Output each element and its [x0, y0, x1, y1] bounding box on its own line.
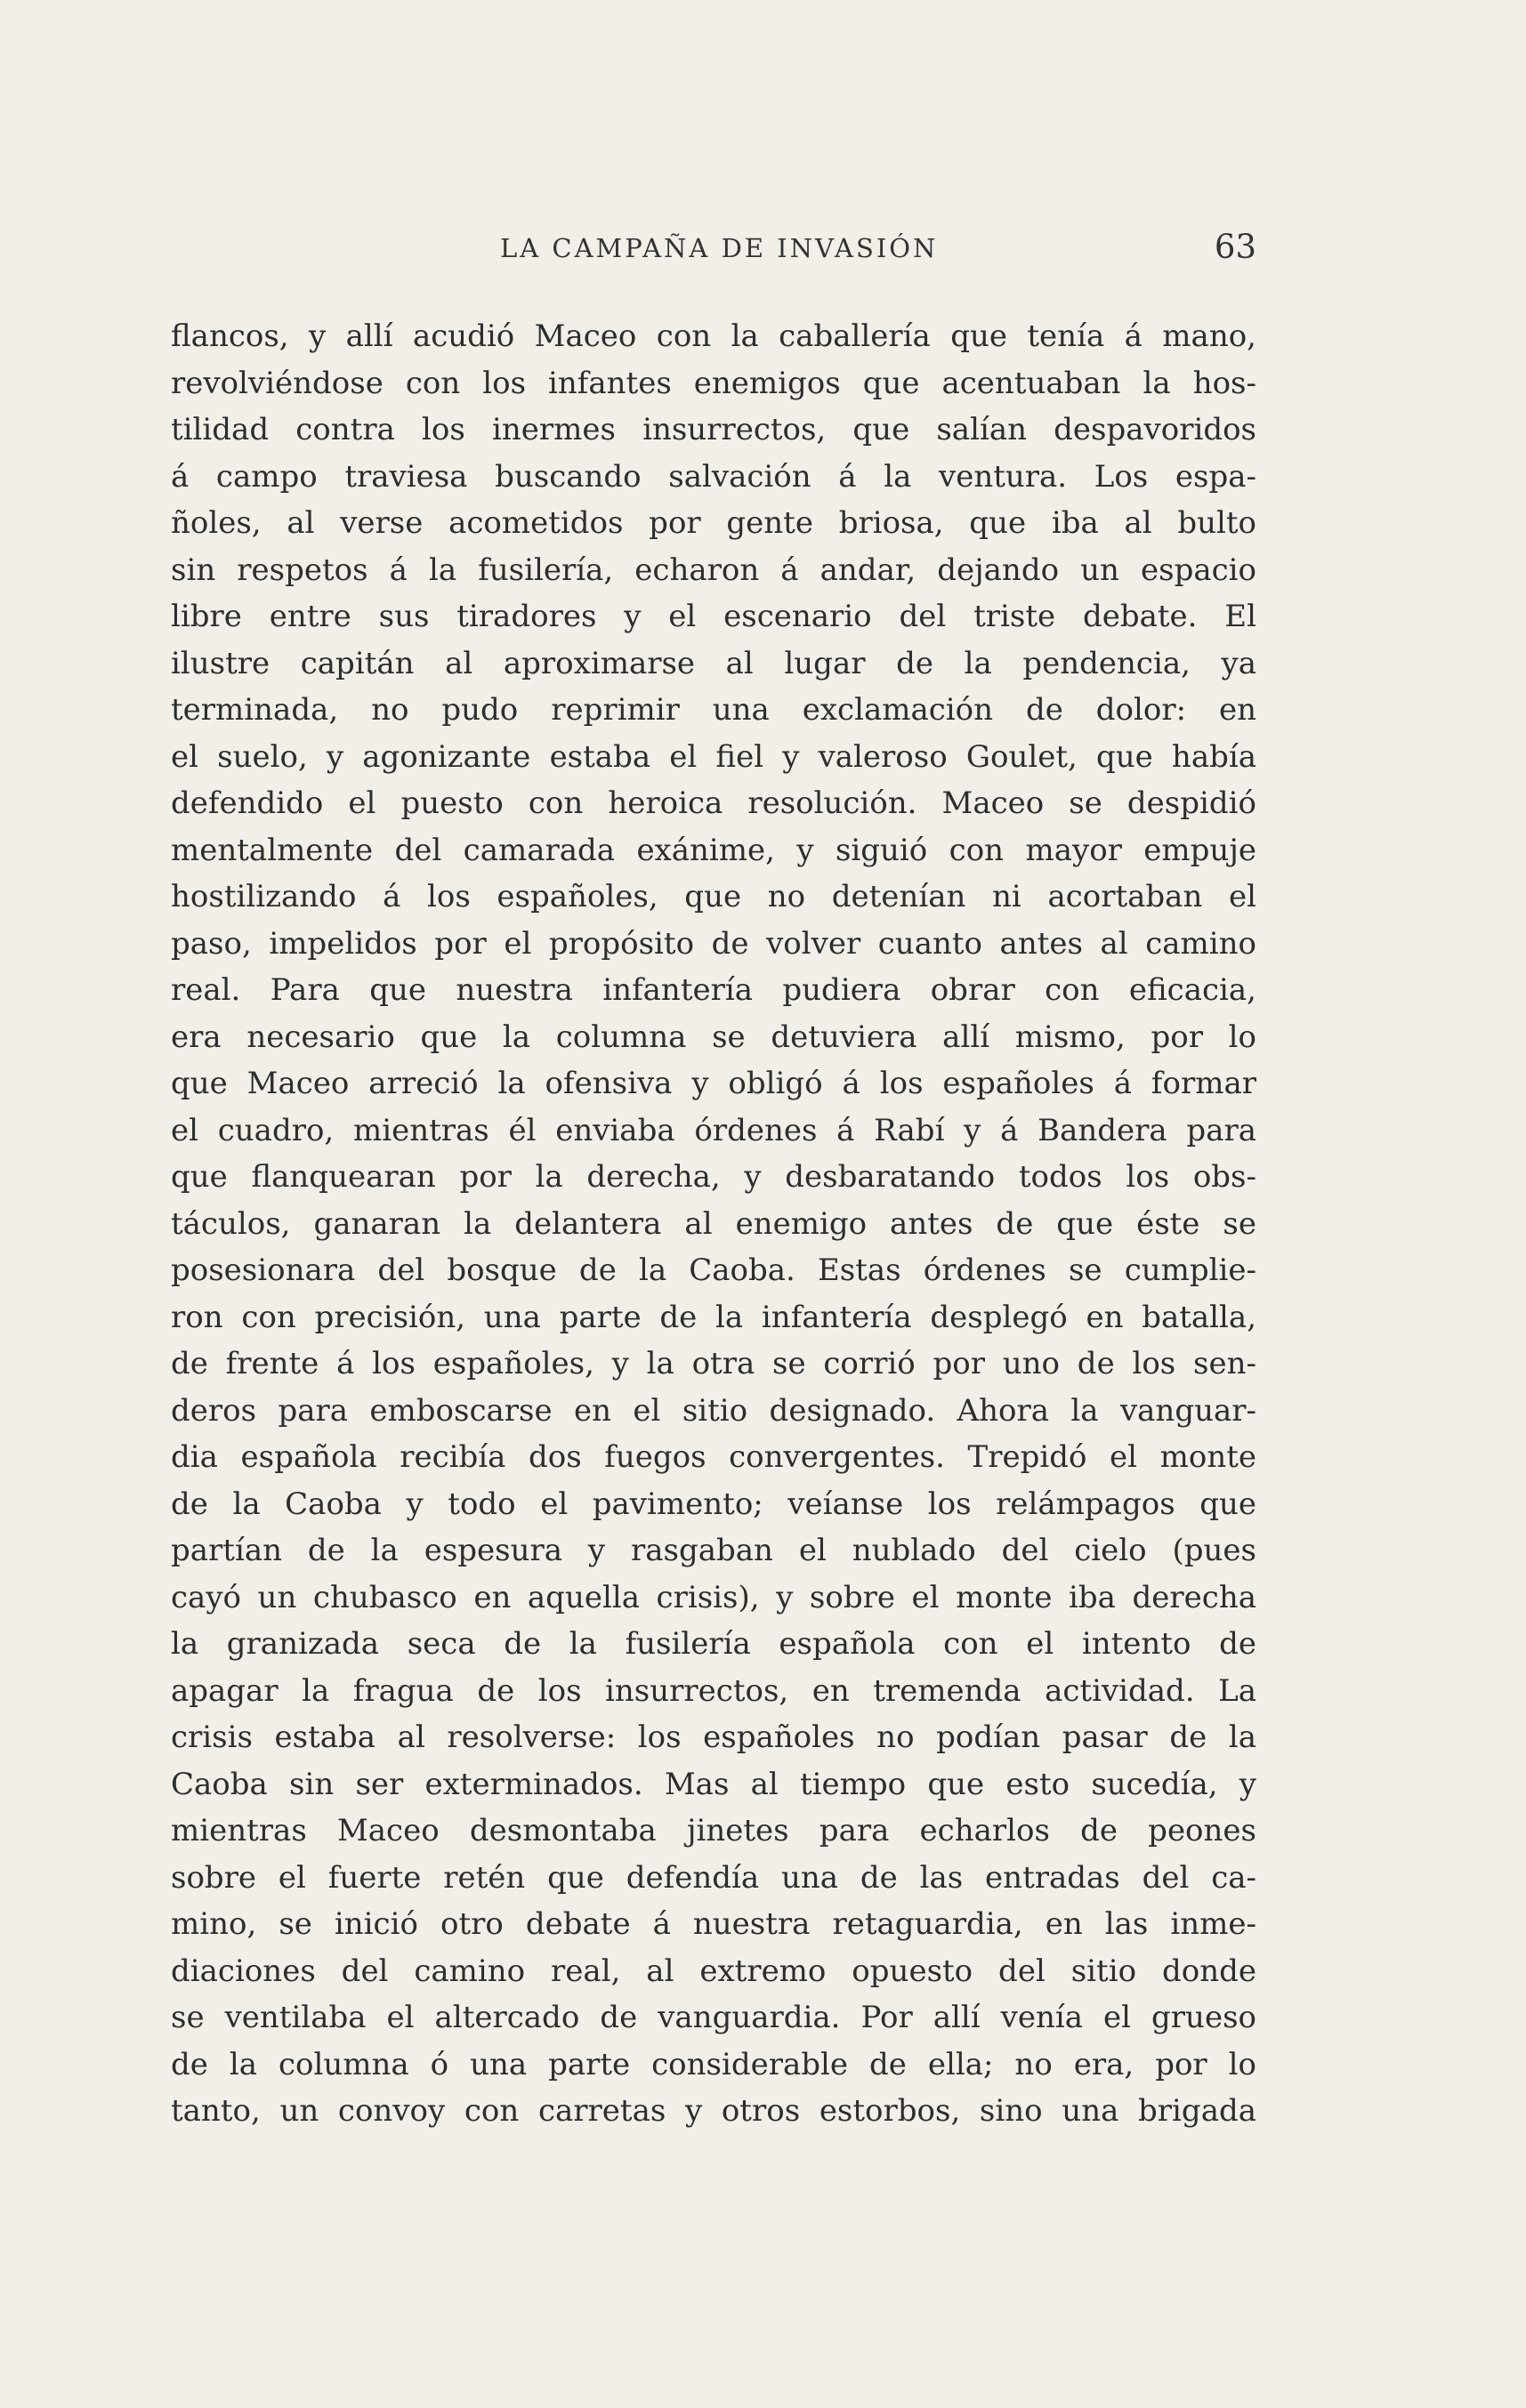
text-line: revolviéndose con los infantes enemigos que acentuaban la hos- — [171, 365, 1256, 401]
text-line: cayó un chubasco en aquella crisis), y sobre el monte iba derecha — [171, 1579, 1256, 1615]
text-line: el suelo, y agonizante estaba el fiel y valeroso Goulet, que había — [171, 738, 1256, 775]
text-line: tanto, un convoy con carretas y otros estorbos, sino una brigada — [171, 2093, 1256, 2129]
text-line: deros para emboscarse en el sitio designado. Ahora la vanguar- — [171, 1392, 1256, 1429]
page-header — [171, 228, 1256, 269]
text-line: mentalmente del camarada exánime, y siguió con mayor empuje — [171, 832, 1256, 868]
text-line: diaciones del camino real, al extremo opuesto del sitio donde — [171, 1953, 1256, 1989]
text-line: ron con precisión, una parte de la infantería desplegó en batalla, — [171, 1299, 1256, 1335]
running-title: LA CAMPAÑA DE INVASIÓN — [500, 233, 939, 263]
text-line: mientras Maceo desmontaba jinetes para echarlos de peones — [171, 1813, 1256, 1848]
text-line: terminada, no pudo reprimir una exclamación de dolor: en — [171, 692, 1256, 728]
text-line: era necesario que la columna se detuviera allí mismo, por lo — [171, 1019, 1256, 1055]
page-number: 63 — [1214, 228, 1256, 266]
text-line: que Maceo arreció la ofensiva y obligó á los españoles á formar — [171, 1066, 1256, 1101]
text-line: tilidad contra los inermes insurrectos, que salían despavoridos — [171, 412, 1256, 447]
text-line: paso, impelidos por el propósito de volver cuanto antes al camino — [171, 925, 1256, 962]
text-line: á campo traviesa buscando salvación á la ventura. Los espa- — [171, 458, 1256, 495]
text-line: sobre el fuerte retén que defendía una de las entradas del ca- — [171, 1859, 1256, 1896]
text-line: que flanquearan por la derecha, y desbaratando todos los obs- — [171, 1159, 1256, 1195]
text-line: se ventilaba el altercado de vanguardia. Por allí venía el grueso — [171, 2000, 1256, 2035]
text-line: táculos, ganaran la delantera al enemigo antes de que éste se — [171, 1205, 1256, 1242]
text-line: real. Para que nuestra infantería pudiera obrar con eficacia, — [171, 972, 1256, 1008]
text-line: crisis estaba al resolverse: los españoles no podían pasar de la — [171, 1719, 1256, 1755]
body-text — [171, 313, 1256, 2135]
text-line: flancos, y allí acudió Maceo con la caballería que tenía á mano, — [171, 318, 1256, 354]
text-line: partían de la espesura y rasgaban el nublado del cielo (pues — [171, 1533, 1256, 1568]
text-line: defendido el puesto con heroica resolución. Maceo se despidió — [171, 785, 1256, 821]
text-line: el cuadro, mientras él enviaba órdenes á Rabí y á Bandera para — [171, 1112, 1256, 1148]
text-line: de la columna ó una parte considerable de ella; no era, por lo — [171, 2046, 1256, 2082]
text-line: Caoba sin ser exterminados. Mas al tiempo que esto sucedía, y — [171, 1766, 1256, 1802]
text-line: de frente á los españoles, y la otra se corrió por uno de los sen- — [171, 1346, 1256, 1381]
text-line: mino, se inició otro debate á nuestra retaguardia, en las inme- — [171, 1906, 1256, 1942]
text-line: posesionara del bosque de la Caoba. Estas órdenes se cumplie- — [171, 1252, 1256, 1288]
text-line: libre entre sus tiradores y el escenario del triste debate. El — [171, 599, 1256, 634]
text-line: la granizada seca de la fusilería española con el intento de — [171, 1626, 1256, 1662]
text-line: dia española recibía dos fuegos convergentes. Trepidó el monte — [171, 1439, 1256, 1475]
text-line: hostilizando á los españoles, que no detenían ni acortaban el — [171, 879, 1256, 914]
text-line: apagar la fragua de los insurrectos, en tremenda actividad. La — [171, 1672, 1256, 1709]
text-line: sin respetos á la fusilería, echaron á andar, dejando un espacio — [171, 552, 1256, 588]
text-line: ñoles, al verse acometidos por gente briosa, que iba al bulto — [171, 505, 1256, 541]
text-line: ilustre capitán al aproximarse al lugar de la pendencia, ya — [171, 645, 1256, 681]
text-line: de la Caoba y todo el pavimento; veíanse los relámpagos que — [171, 1486, 1256, 1522]
